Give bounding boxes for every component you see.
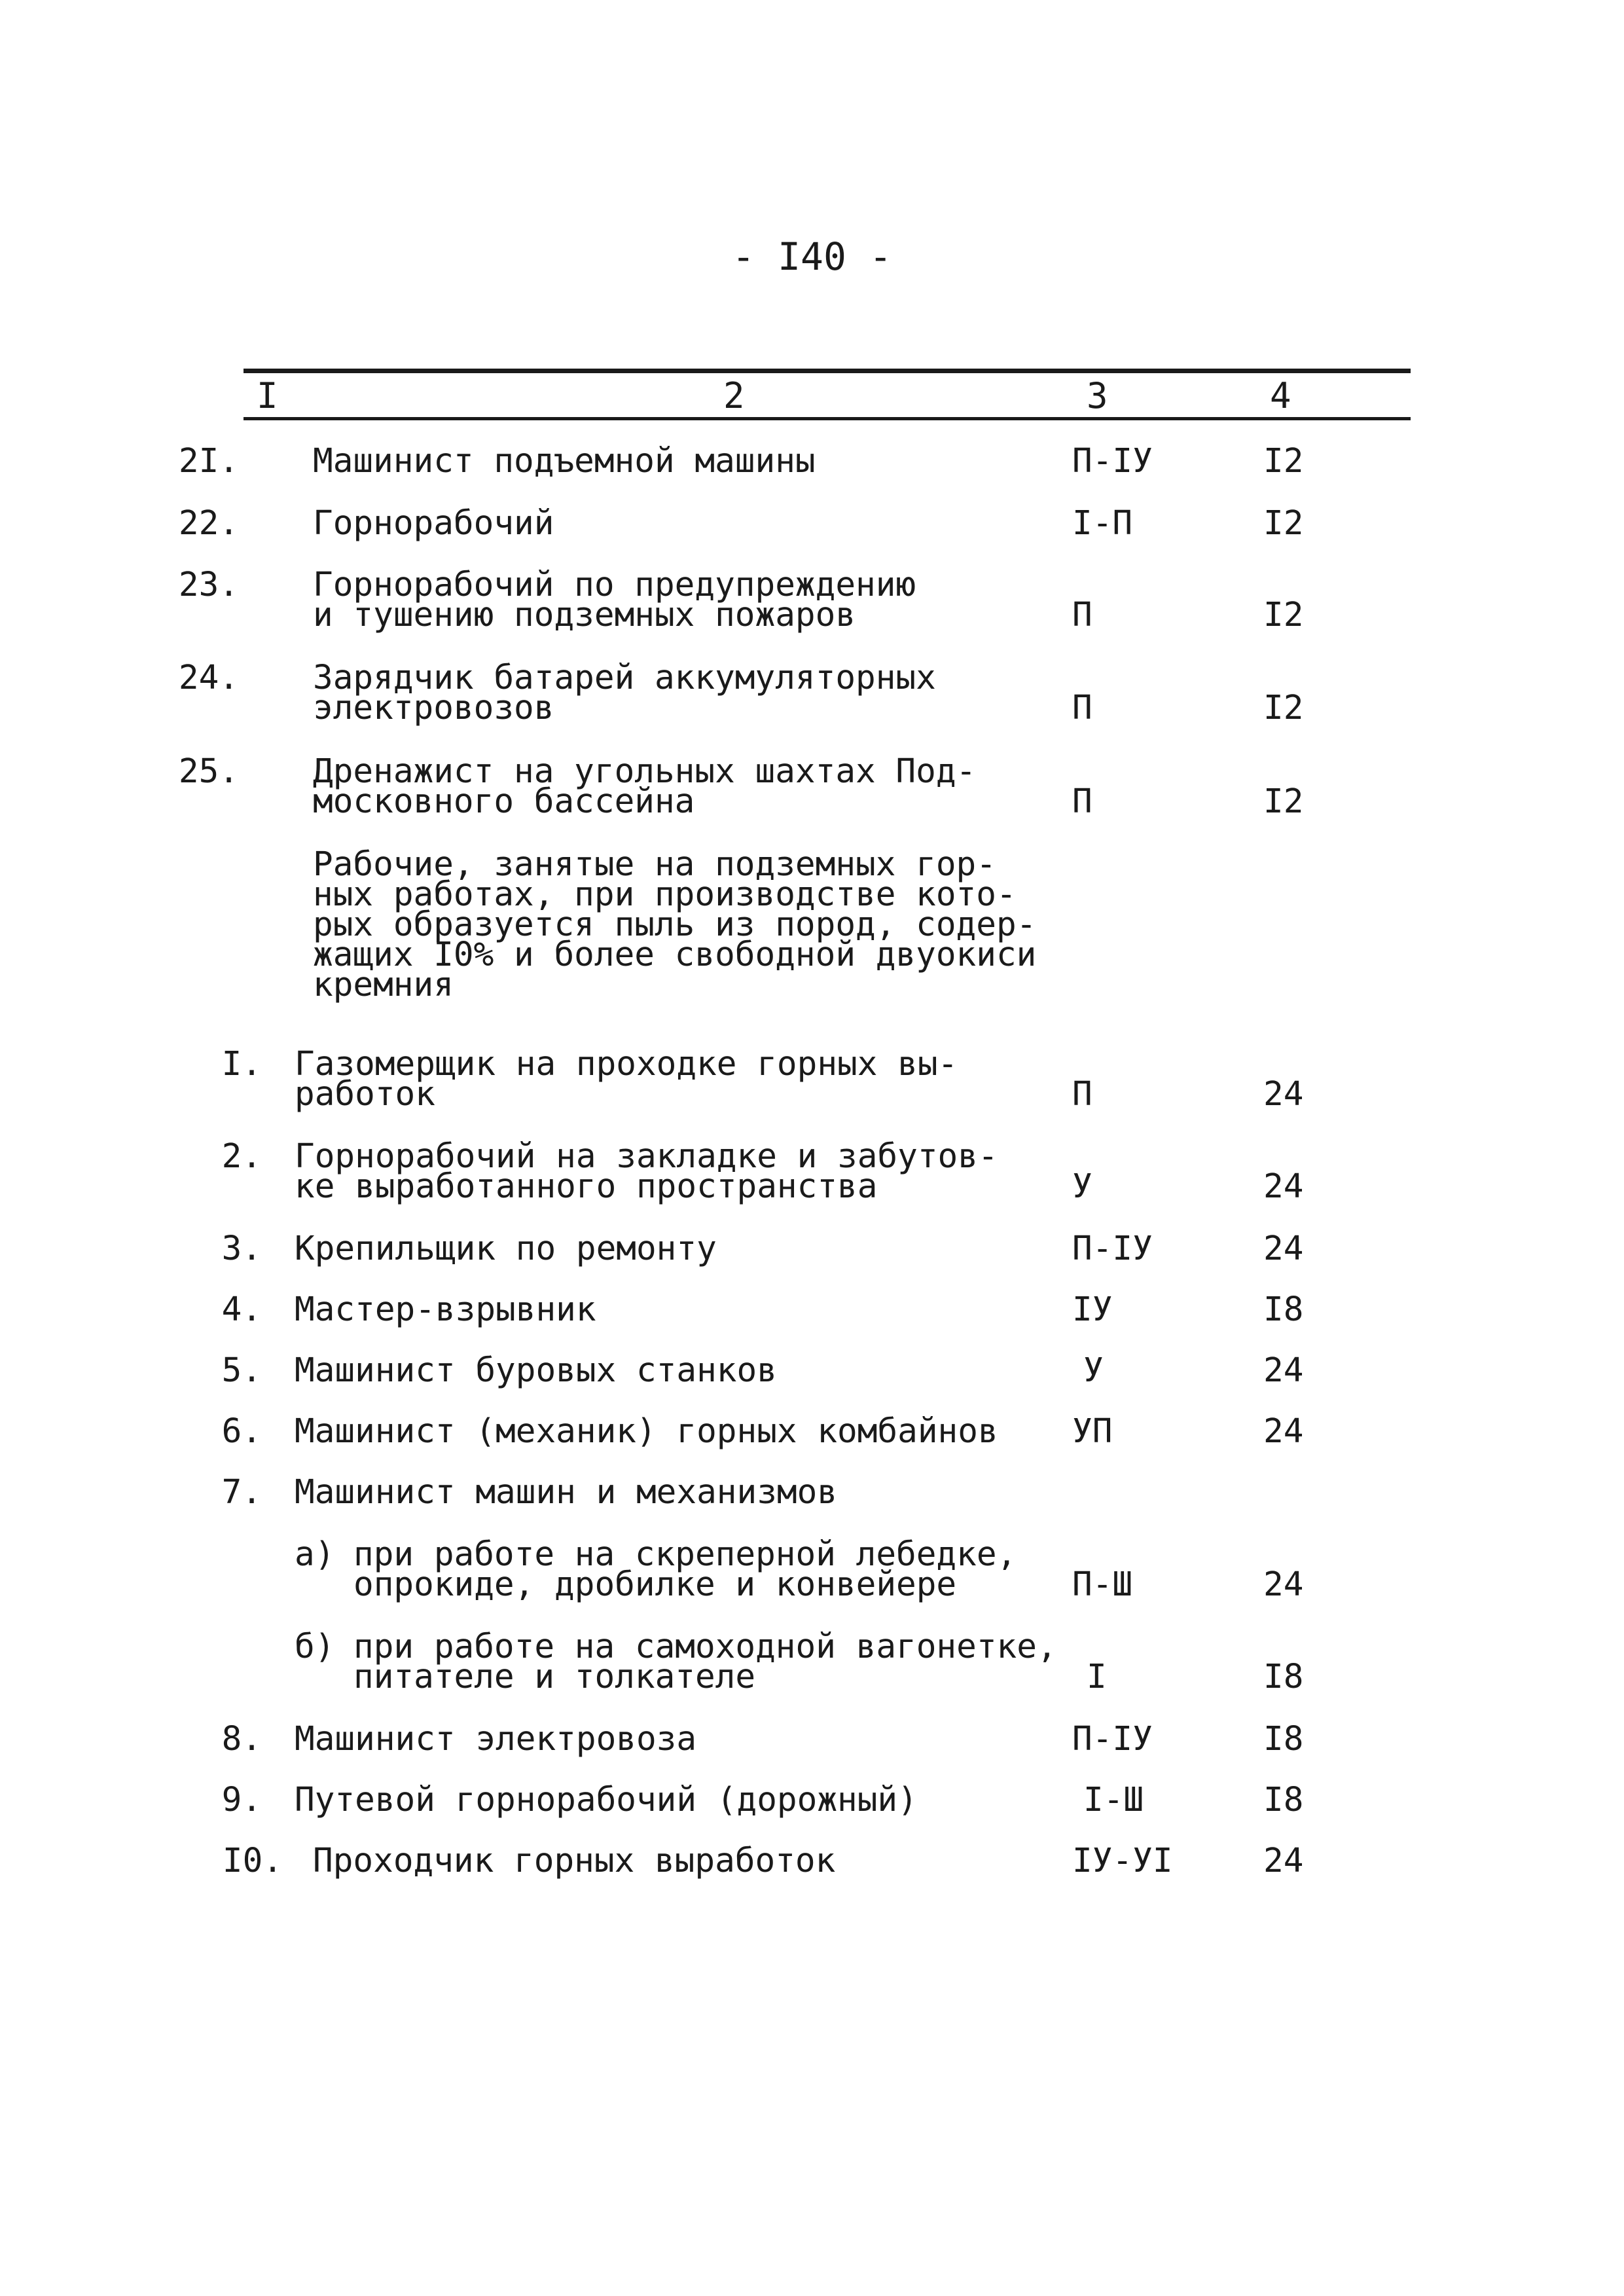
row-text-line-2: и тушению подземных пожаров [313,596,856,634]
row-text-line-1: Дренажист на угольных шахтах Под- [313,752,977,791]
row-text: Машинист подъемной машины [313,442,816,481]
row-text-line-1: Зарядчик батарей аккумуляторных [313,659,936,697]
subrow-col4: 24 [1263,1565,1304,1604]
row-col3: I-П [1072,504,1133,543]
subrow-text-line-2: опрокиде, дробилке и конвейере [353,1565,957,1604]
row-text: Проходчик горных выработок [313,1842,836,1880]
column-header-1: I [257,375,278,416]
row-text-line-1: Горнорабочий на закладке и забутов- [295,1137,998,1176]
subrow-label: а) [295,1535,335,1574]
row-text-line-2: московного бассейна [313,782,695,821]
table-header-rule [244,417,1411,420]
row-col3: П [1072,689,1092,727]
row-col4: 24 [1263,1412,1304,1451]
page-number: - I40 - [732,234,892,279]
row-col3: У [1083,1351,1104,1390]
row-col3: П-IУ [1072,1230,1153,1268]
row-text-line-2: ке выработанного пространства [295,1167,878,1206]
row-col4: I8 [1263,1781,1304,1819]
row-text: Машинист буровых станков [295,1351,777,1390]
row-number: I. [221,1045,262,1084]
row-col3: IУ-УI [1072,1842,1173,1880]
section-line-1: Рабочие, занятые на подземных гор- [313,845,996,884]
row-number: 6. [221,1412,262,1451]
row-number: I0. [222,1842,283,1880]
row-number: 8. [221,1720,262,1758]
row-col4: 24 [1263,1167,1304,1206]
row-col4: 24 [1263,1075,1304,1114]
row-col4: I2 [1263,596,1304,634]
subrow-col3: I [1087,1658,1107,1696]
row-number: 24. [178,659,239,697]
column-header-4: 4 [1270,375,1291,416]
column-header-2: 2 [723,375,745,416]
row-col4: 24 [1263,1842,1304,1880]
row-col4: I2 [1263,504,1304,543]
section-line-5: кремния [313,966,454,1004]
row-col3: П [1072,1075,1092,1114]
row-col3: IУ [1072,1290,1113,1329]
row-col3: I-Ш [1083,1781,1144,1819]
row-col4: I8 [1263,1290,1304,1329]
subrow-text-line-1: при работе на скреперной лебедке, [353,1535,1017,1574]
row-text: Путевой горнорабочий (дорожный) [295,1781,918,1819]
row-text: Машинист машин и механизмов [295,1473,838,1512]
row-text: Крепильщик по ремонту [295,1230,717,1268]
row-text: Машинист электровоза [295,1720,697,1758]
row-col3: УП [1072,1412,1113,1451]
row-number: 9. [221,1781,262,1819]
row-col4: 24 [1263,1351,1304,1390]
row-col3: П-IУ [1072,442,1153,481]
column-header-3: 3 [1087,375,1108,416]
row-text-line-1: Горнорабочий по предупреждению [313,566,916,604]
row-col4: 24 [1263,1230,1304,1268]
row-text-line-1: Газомерщик на проходке горных вы- [295,1045,958,1084]
row-col4: I2 [1263,689,1304,727]
section-line-2: ных работах, при производстве кото- [313,875,1017,914]
row-number: 2I. [178,442,239,481]
row-number: 7. [221,1473,262,1512]
row-number: 5. [221,1351,262,1390]
row-col4: I2 [1263,782,1304,821]
row-col3: У [1072,1167,1092,1206]
subrow-col3: П-Ш [1072,1565,1133,1604]
row-text-line-2: работок [295,1075,435,1114]
row-number: 25. [178,752,239,791]
row-text: Горнорабочий [313,504,554,543]
row-col3: П [1072,782,1092,821]
row-number: 23. [178,566,239,604]
row-number: 3. [221,1230,262,1268]
row-col3: П-IУ [1072,1720,1153,1758]
row-col4: I8 [1263,1720,1304,1758]
subrow-text-line-2: питателе и толкателе [353,1658,756,1696]
row-text-line-2: электровозов [313,689,554,727]
row-number: 22. [178,504,239,543]
row-number: 2. [221,1137,262,1176]
row-col3: П [1072,596,1092,634]
section-line-4: жащих I0% и более свободной двуокиси [313,936,1037,974]
subrow-col4: I8 [1263,1658,1304,1696]
table-top-rule [244,369,1411,373]
row-number: 4. [221,1290,262,1329]
row-text: Машинист (механик) горных комбайнов [295,1412,998,1451]
subrow-label: б) [295,1628,335,1666]
section-line-3: рых образуется пыль из пород, содер- [313,905,1037,944]
row-col4: I2 [1263,442,1304,481]
row-text: Мастер-взрывник [295,1290,596,1329]
subrow-text-line-1: при работе на самоходной вагонетке, [353,1628,1057,1666]
